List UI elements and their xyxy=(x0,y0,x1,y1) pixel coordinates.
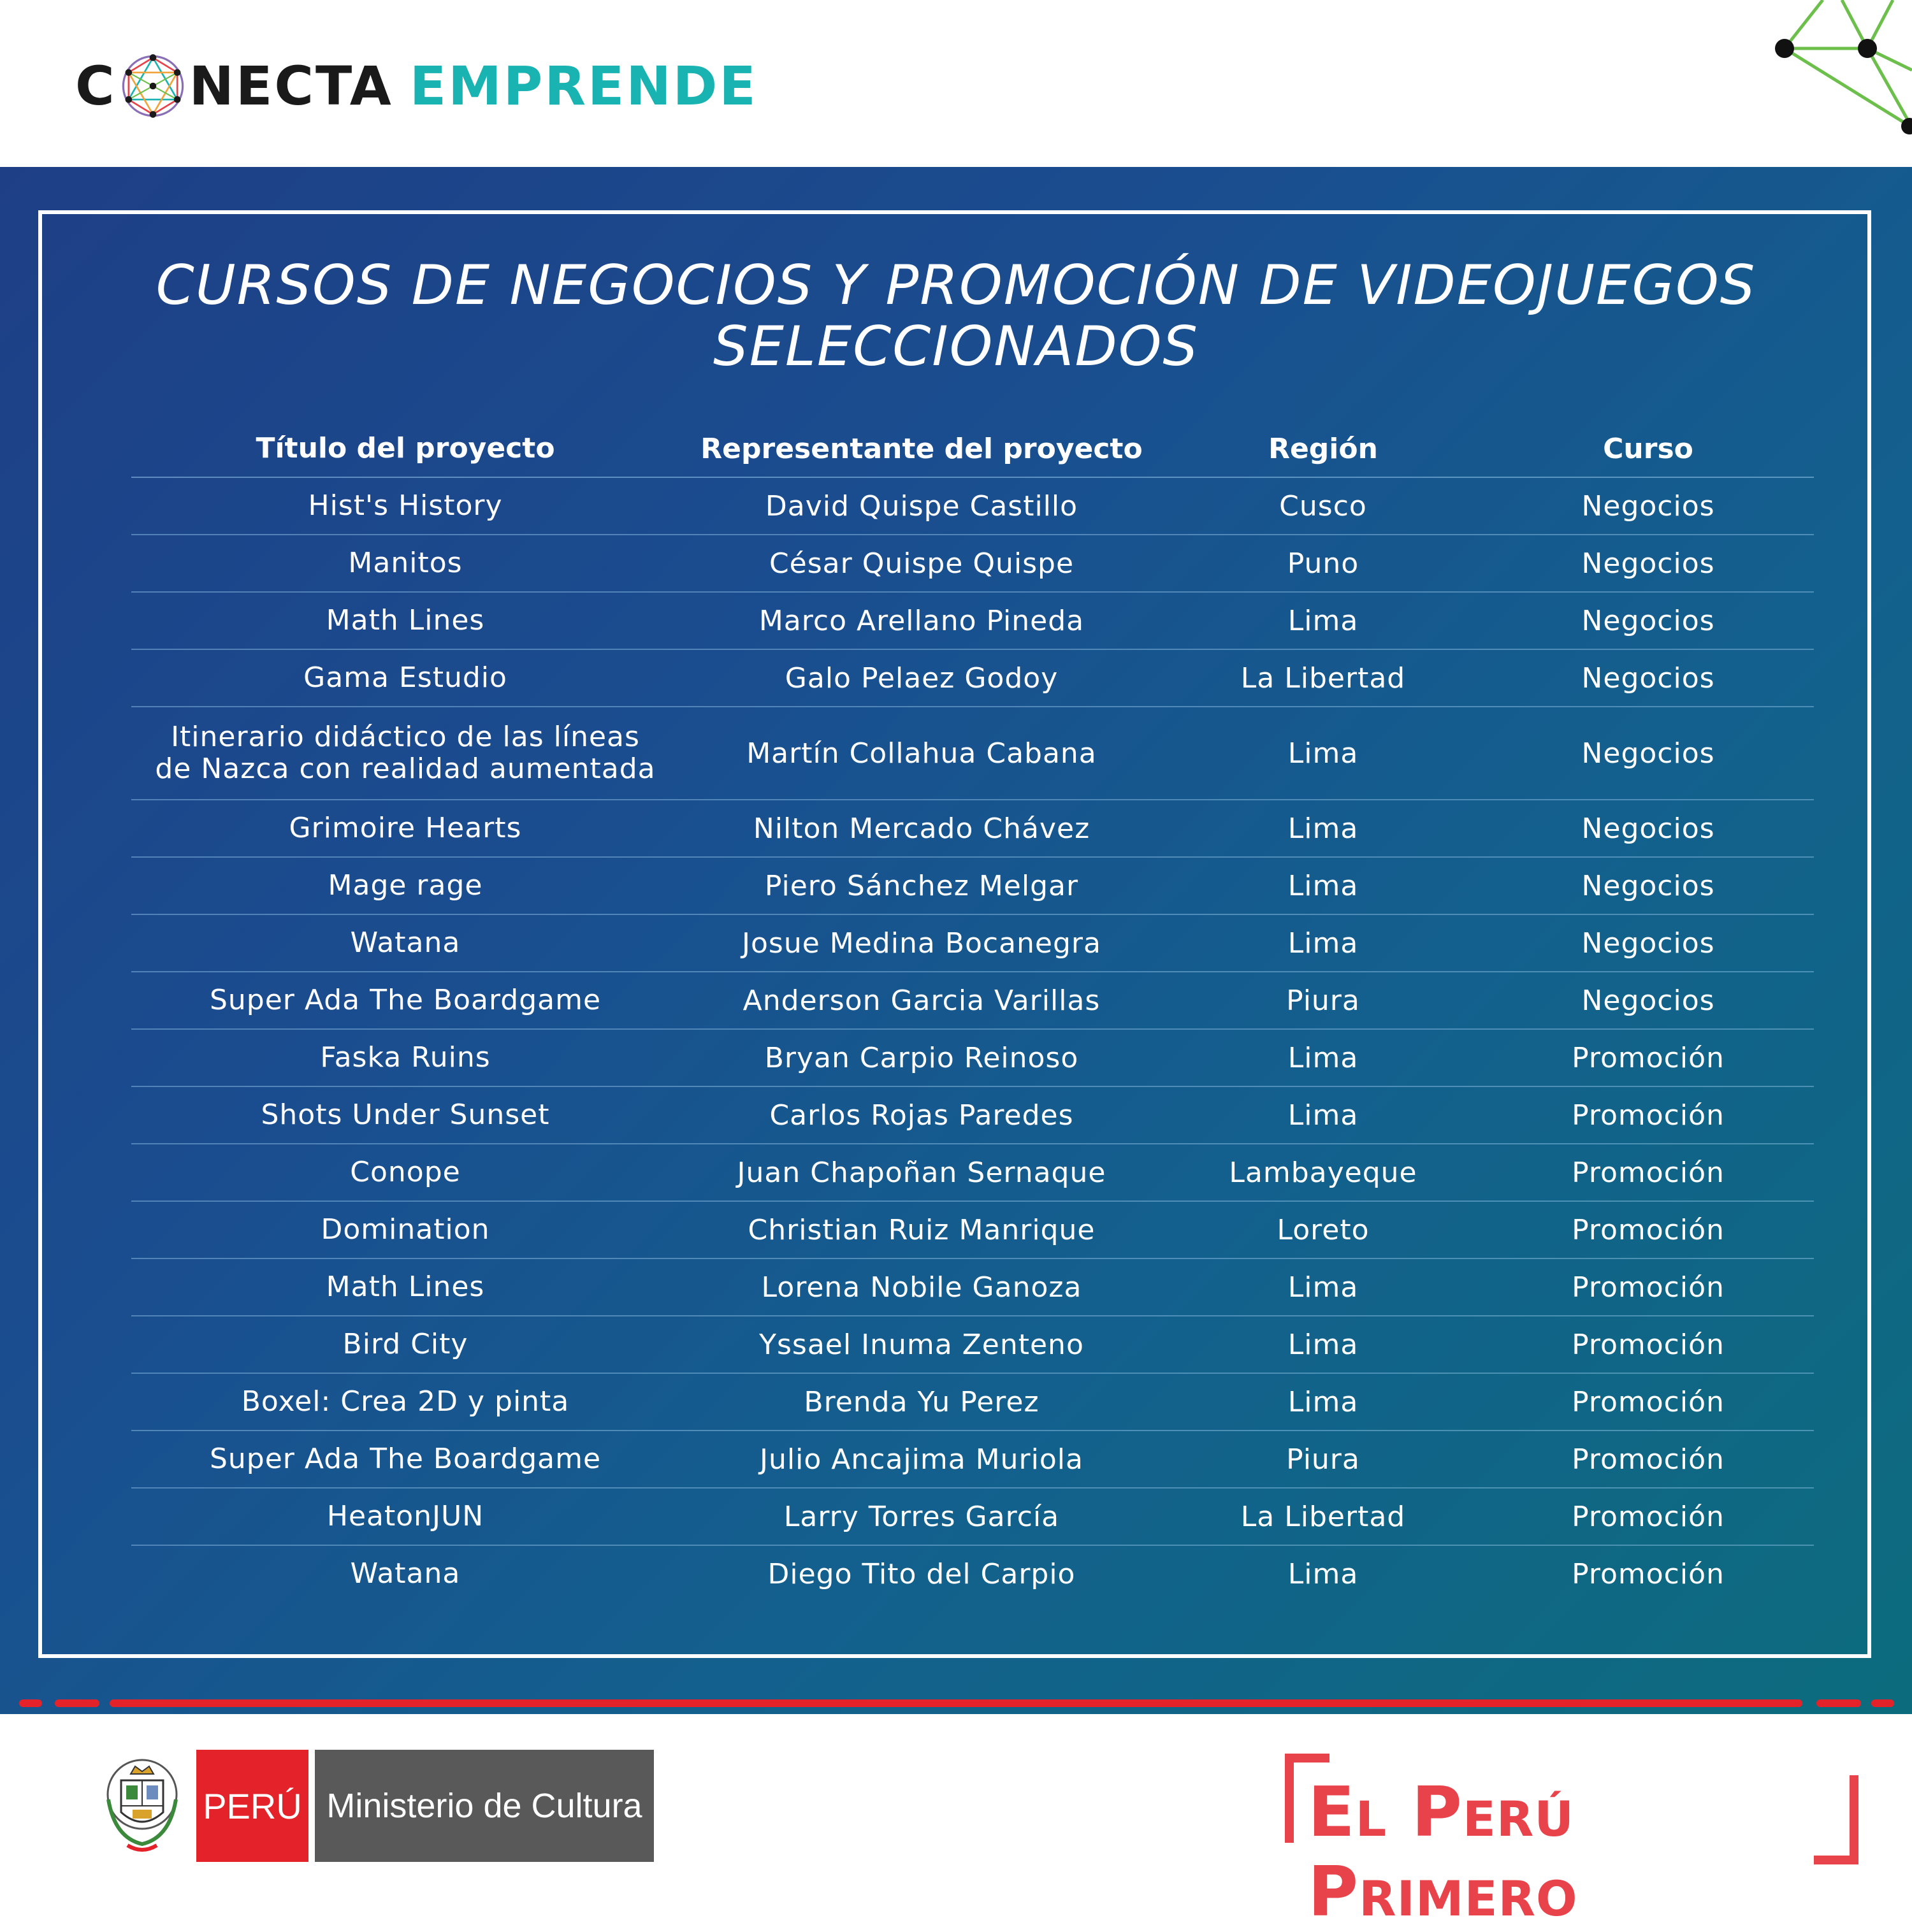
table-row xyxy=(131,1546,1814,1602)
cell-curso: Negocios xyxy=(1581,869,1715,902)
cell-representante: Brenda Yu Perez xyxy=(804,1385,1039,1418)
cell-representante: Juan Chapoñan Sernaque xyxy=(737,1156,1106,1189)
header xyxy=(0,0,1912,167)
cell-region: Lima xyxy=(1287,1557,1359,1590)
cell-titulo-line2: de Nazca con realidad aumentada xyxy=(155,753,656,785)
network-nodes-icon xyxy=(1759,0,1912,147)
column-header-region: Región xyxy=(1268,432,1378,465)
cell-representante: Yssael Inuma Zenteno xyxy=(759,1328,1084,1361)
cell-titulo: Grimoire Hearts xyxy=(289,812,522,844)
cell-region: Lima xyxy=(1287,1385,1359,1418)
cell-curso: Promoción xyxy=(1572,1328,1725,1361)
table-row xyxy=(131,1030,1814,1087)
cell-representante: Christian Ruiz Manrique xyxy=(748,1213,1096,1246)
cell-curso: Negocios xyxy=(1581,737,1715,770)
cell-representante: Marco Arellano Pineda xyxy=(758,604,1085,637)
logo-word-necta: NECTA xyxy=(189,55,393,117)
cell-titulo xyxy=(131,721,679,785)
cell-region: Lima xyxy=(1287,737,1359,770)
bracket-left xyxy=(1285,1754,1294,1843)
peru-label: PERÚ xyxy=(196,1750,308,1862)
slogan-text: El Perú Primero xyxy=(1308,1773,1578,1932)
cell-titulo: Mage rage xyxy=(328,869,483,902)
table-row xyxy=(131,972,1814,1030)
cell-curso: Promoción xyxy=(1572,1500,1725,1533)
cell-curso: Negocios xyxy=(1581,604,1715,637)
cell-titulo: Hist's History xyxy=(308,489,503,522)
logo-word-emprende: EMPRENDE xyxy=(409,55,758,117)
cell-curso: Promoción xyxy=(1572,1156,1725,1189)
cell-titulo: Faska Ruins xyxy=(320,1041,491,1074)
cell-representante: César Quispe Quispe xyxy=(769,547,1075,580)
cell-representante: Carlos Rojas Paredes xyxy=(769,1099,1074,1132)
cell-curso: Promoción xyxy=(1572,1099,1725,1132)
cell-representante: Anderson Garcia Varillas xyxy=(742,984,1101,1017)
table-row xyxy=(131,1431,1814,1489)
projects-table xyxy=(131,421,1814,1602)
divider-dashes xyxy=(0,1698,1912,1709)
cell-titulo-line1: Itinerario didáctico de las líneas xyxy=(171,721,640,753)
cell-curso: Negocios xyxy=(1581,984,1715,1017)
table-row xyxy=(131,478,1814,535)
cell-curso: Negocios xyxy=(1581,489,1715,523)
cell-curso: Promoción xyxy=(1572,1213,1725,1246)
cell-titulo: Boxel: Crea 2D y pinta xyxy=(241,1385,570,1418)
cell-curso: Negocios xyxy=(1581,812,1715,845)
page-title-line2: SELECCIONADOS xyxy=(713,315,1199,378)
table-row xyxy=(131,707,1814,800)
cell-region: Lima xyxy=(1287,604,1359,637)
cell-titulo: Manitos xyxy=(348,547,463,579)
cell-representante: Josue Medina Bocanegra xyxy=(742,926,1101,960)
ministry-label: Ministerio de Cultura xyxy=(315,1750,654,1862)
cell-titulo: Math Lines xyxy=(326,1271,485,1303)
cell-curso: Negocios xyxy=(1581,926,1715,960)
cell-titulo: Super Ada The Boardgame xyxy=(209,984,602,1016)
cell-region: La Libertad xyxy=(1240,661,1406,695)
cell-curso: Promoción xyxy=(1572,1041,1725,1074)
cell-region: Lambayeque xyxy=(1229,1156,1417,1189)
cell-region: Lima xyxy=(1287,1271,1359,1304)
cell-region: Piura xyxy=(1286,1443,1360,1476)
table-row xyxy=(131,1316,1814,1374)
cell-curso: Negocios xyxy=(1581,547,1715,580)
network-globe-icon xyxy=(119,52,187,120)
cell-region: Cusco xyxy=(1279,489,1367,523)
cell-titulo: HeatonJUN xyxy=(326,1500,484,1532)
cell-region: Lima xyxy=(1287,926,1359,960)
cell-curso: Negocios xyxy=(1581,661,1715,695)
page-title xyxy=(0,255,1912,377)
cell-titulo: Watana xyxy=(350,926,461,959)
logo-letter-c: C xyxy=(75,55,117,117)
cell-titulo: Shots Under Sunset xyxy=(261,1099,550,1131)
cell-region: Lima xyxy=(1287,1041,1359,1074)
cell-titulo: Math Lines xyxy=(326,604,485,637)
cell-representante: Piero Sánchez Melgar xyxy=(764,869,1079,902)
column-header-curso: Curso xyxy=(1603,432,1693,465)
cell-titulo: Bird City xyxy=(342,1328,468,1360)
column-header-titulo: Título del proyecto xyxy=(256,432,555,465)
bracket-top xyxy=(1285,1754,1329,1763)
table-row xyxy=(131,650,1814,707)
conecta-emprende-logo xyxy=(75,45,758,127)
cell-representante: David Quispe Castillo xyxy=(765,489,1078,523)
cell-curso: Promoción xyxy=(1572,1271,1725,1304)
table-row xyxy=(131,1087,1814,1144)
table-row xyxy=(131,1259,1814,1316)
cell-titulo: Watana xyxy=(350,1557,461,1590)
cell-titulo: Domination xyxy=(321,1213,490,1246)
cell-curso: Promoción xyxy=(1572,1385,1725,1418)
page-title-line1: CURSOS DE NEGOCIOS Y PROMOCIÓN DE VIDEOJUEGOS xyxy=(156,254,1756,317)
cell-curso: Promoción xyxy=(1572,1443,1725,1476)
cell-titulo: Super Ada The Boardgame xyxy=(209,1443,602,1475)
cell-representante: Bryan Carpio Reinoso xyxy=(764,1041,1079,1074)
table-row xyxy=(131,593,1814,650)
cell-region: Loreto xyxy=(1277,1213,1370,1246)
table-header xyxy=(131,421,1814,478)
table-row xyxy=(131,1202,1814,1259)
table-row xyxy=(131,858,1814,915)
cell-region: Lima xyxy=(1287,1099,1359,1132)
cell-region: Piura xyxy=(1286,984,1360,1017)
cell-titulo: Gama Estudio xyxy=(303,661,507,694)
cell-representante: Galo Pelaez Godoy xyxy=(785,661,1059,695)
table-row xyxy=(131,800,1814,858)
cell-representante: Larry Torres García xyxy=(783,1500,1060,1533)
cell-region: La Libertad xyxy=(1240,1500,1406,1533)
el-peru-primero-logo xyxy=(1285,1754,1858,1932)
cell-representante: Diego Tito del Carpio xyxy=(767,1557,1076,1590)
table-row xyxy=(131,1489,1814,1546)
cell-representante: Lorena Nobile Ganoza xyxy=(761,1271,1082,1304)
cell-region: Lima xyxy=(1287,1328,1359,1361)
cell-curso: Promoción xyxy=(1572,1557,1725,1590)
table-row xyxy=(131,915,1814,972)
cell-representante: Julio Ancajima Muriola xyxy=(760,1443,1083,1476)
peru-coat-of-arms-icon xyxy=(102,1755,182,1857)
cell-region: Lima xyxy=(1287,812,1359,845)
cell-region: Lima xyxy=(1287,869,1359,902)
table-row xyxy=(131,535,1814,593)
table-row xyxy=(131,1374,1814,1431)
table-row xyxy=(131,1144,1814,1202)
cell-representante: Nilton Mercado Chávez xyxy=(753,812,1090,845)
cell-region: Puno xyxy=(1287,547,1359,580)
column-header-representante: Representante del proyecto xyxy=(700,432,1143,465)
cell-titulo: Conope xyxy=(350,1156,461,1188)
cell-representante: Martín Collahua Cabana xyxy=(746,737,1097,770)
